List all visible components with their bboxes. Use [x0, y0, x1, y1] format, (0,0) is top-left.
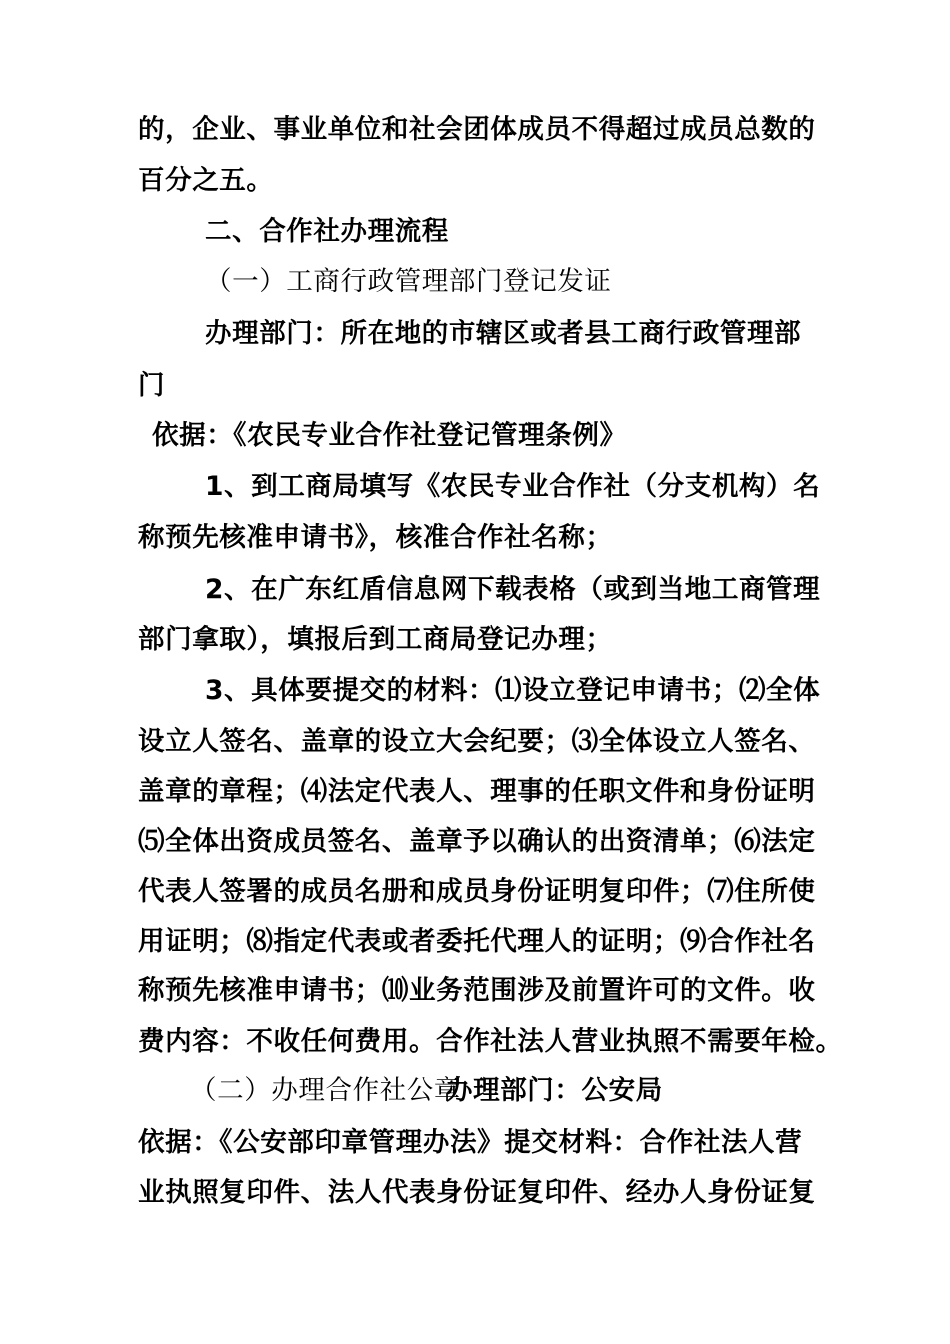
list-item-line: 盖章的章程；⑷法定代表人、理事的任职文件和身份证明 — [138, 776, 816, 807]
paragraph-line: 依据：《公安部印章管理办法》提交材料：合作社法人营 — [138, 1127, 803, 1158]
paragraph-line: 业执照复印件、法人代表身份证复印件、经办人身份证复 — [138, 1177, 816, 1208]
list-item-line: 称预先核准申请书》，核准合作社名称； — [138, 522, 613, 553]
paragraph-line: 办理部门：公安局 — [446, 1075, 663, 1106]
list-item-line: 代表人签署的成员名册和成员身份证明复印件；⑺住所使 — [138, 876, 816, 907]
paragraph-line: 依据：《农民专业合作社登记管理条例》 — [152, 420, 627, 451]
paragraph-line: 办理部门：所在地的市辖区或者县工商行政管理部 — [205, 318, 802, 349]
list-item-line: ⑸全体出资成员签名、盖章予以确认的出资清单；⑹法定 — [138, 826, 816, 857]
list-item-line: 设立人签名、盖章的设立大会纪要；⑶全体设立人签名、 — [138, 726, 816, 757]
list-item-line: 3、具体要提交的材料：⑴设立登记申请书；⑵全体 — [205, 675, 821, 706]
list-item-line: 费内容：不收任何费用。合作社法人营业执照不需要年检。 — [138, 1026, 843, 1057]
list-item-line: 2、在广东红盾信息网下载表格（或到当地工商管理 — [205, 574, 821, 605]
paragraph-line: 的，企业、事业单位和社会团体成员不得超过成员总数的 — [138, 114, 816, 145]
list-item-line: 部门拿取），填报后到工商局登记办理； — [138, 624, 613, 655]
list-item-line: 用证明；⑻指定代表或者委托代理人的证明；⑼合作社名 — [138, 926, 816, 957]
section-heading: 二、合作社办理流程 — [205, 216, 449, 247]
subsection-heading: （一）工商行政管理部门登记发证 — [205, 266, 612, 297]
paragraph-line: 百分之五。 — [138, 165, 274, 196]
list-item-line: 1、到工商局填写《农民专业合作社（分支机构）名 — [205, 471, 821, 502]
subsection-heading: （二）办理合作社公章 — [190, 1075, 461, 1106]
list-item-line: 称预先核准申请书；⑽业务范围涉及前置许可的文件。收 — [138, 975, 816, 1006]
paragraph-line: 门 — [138, 370, 166, 401]
